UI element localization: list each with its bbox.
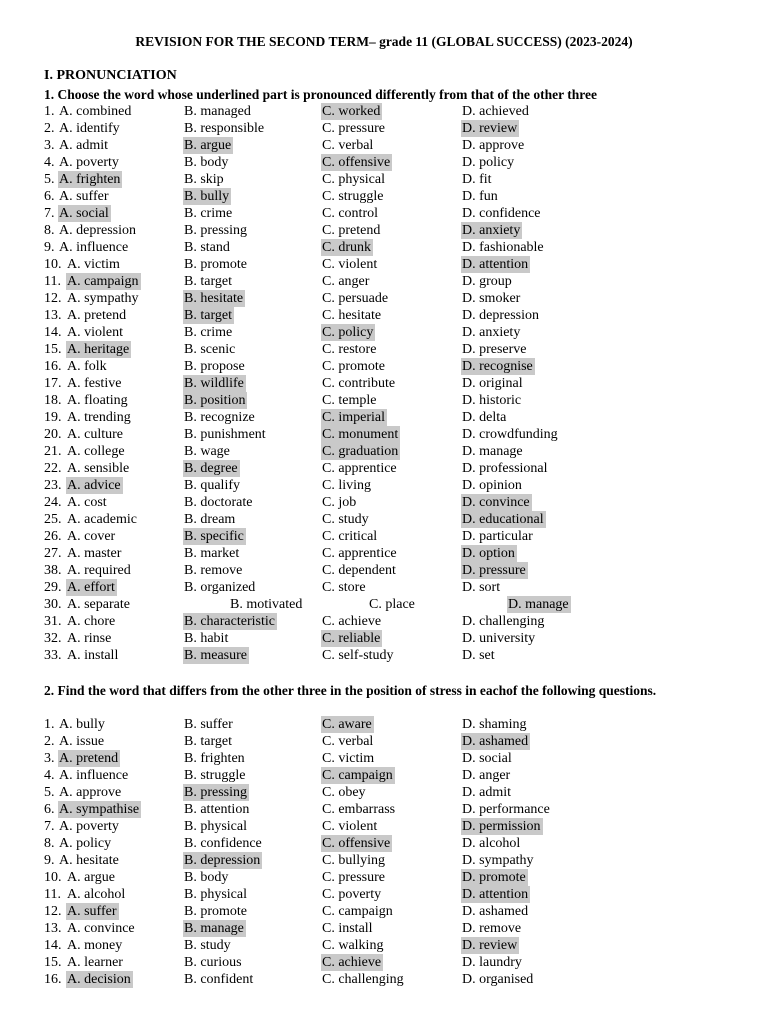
- option-b[interactable]: B. crime: [184, 206, 233, 221]
- option-a[interactable]: A. required: [67, 563, 131, 578]
- option-a[interactable]: A. effort: [67, 580, 115, 595]
- option-b[interactable]: B. specific: [184, 529, 244, 544]
- question-row: [0, 103, 768, 120]
- option-c[interactable]: C. violent: [322, 819, 378, 834]
- question-row: [0, 767, 768, 784]
- option-c[interactable]: C. install: [322, 921, 373, 936]
- question-row: [0, 375, 768, 392]
- option-b[interactable]: B. organized: [184, 580, 256, 595]
- question-row: [0, 937, 768, 954]
- option-c[interactable]: C. obey: [322, 785, 366, 800]
- option-b[interactable]: B. market: [184, 546, 240, 561]
- question-row: [0, 818, 768, 835]
- option-d[interactable]: D. crowdfunding: [462, 427, 558, 442]
- option-d[interactable]: D. anxiety: [462, 223, 521, 238]
- option-c[interactable]: C. bullying: [322, 853, 386, 868]
- question-row: [0, 784, 768, 801]
- question-row: [0, 443, 768, 460]
- option-d[interactable]: D. anger: [462, 768, 511, 783]
- option-a[interactable]: A. college: [67, 444, 125, 459]
- option-d[interactable]: D. shaming: [462, 717, 527, 732]
- option-b[interactable]: B. struggle: [184, 768, 246, 783]
- question-row: [0, 256, 768, 273]
- option-c[interactable]: C. victim: [322, 751, 375, 766]
- question-number: 8.: [44, 836, 55, 851]
- option-d[interactable]: D. remove: [462, 921, 522, 936]
- option-c[interactable]: C. aware: [322, 717, 372, 732]
- option-d[interactable]: D. manage: [508, 597, 569, 612]
- option-b[interactable]: B. physical: [184, 819, 247, 834]
- option-d[interactable]: D. recognise: [462, 359, 533, 374]
- option-a[interactable]: A. festive: [67, 376, 122, 391]
- option-a[interactable]: A. sympathise: [59, 802, 140, 817]
- option-b[interactable]: B. study: [184, 938, 231, 953]
- option-c[interactable]: C. dependent: [322, 563, 396, 578]
- question-row: [0, 886, 768, 903]
- option-a[interactable]: A. master: [67, 546, 122, 561]
- option-d[interactable]: D. achieved: [462, 104, 529, 119]
- option-a[interactable]: A. issue: [59, 734, 105, 749]
- option-c[interactable]: C. restore: [322, 342, 377, 357]
- option-b[interactable]: B. target: [184, 274, 232, 289]
- option-b[interactable]: B. confident: [184, 972, 254, 987]
- option-a[interactable]: A. learner: [67, 955, 123, 970]
- question-number: 15.: [44, 955, 62, 970]
- question-row: [0, 579, 768, 596]
- option-c[interactable]: C. pressure: [322, 121, 385, 136]
- option-d[interactable]: D. opinion: [462, 478, 522, 493]
- option-c[interactable]: C. verbal: [322, 734, 374, 749]
- option-b[interactable]: B. physical: [184, 887, 247, 902]
- question-row: [0, 188, 768, 205]
- option-a[interactable]: A. victim: [67, 257, 120, 272]
- option-a[interactable]: A. alcohol: [67, 887, 126, 902]
- option-c[interactable]: C. monument: [322, 427, 399, 442]
- option-a[interactable]: A. depression: [59, 223, 136, 238]
- option-d[interactable]: D. review: [462, 938, 518, 953]
- option-b[interactable]: B. scenic: [184, 342, 236, 357]
- option-b[interactable]: B. stand: [184, 240, 230, 255]
- option-b[interactable]: B. bully: [184, 189, 230, 204]
- option-d[interactable]: D. option: [462, 546, 515, 561]
- option-d[interactable]: D. attention: [462, 887, 529, 902]
- question-number: 16.: [44, 972, 62, 987]
- option-a[interactable]: A. folk: [67, 359, 107, 374]
- option-c[interactable]: C. persuade: [322, 291, 389, 306]
- option-b[interactable]: B. measure: [184, 648, 247, 663]
- question-number: 19.: [44, 410, 62, 425]
- question-row: [0, 392, 768, 409]
- option-c[interactable]: C. offensive: [322, 836, 391, 851]
- option-a[interactable]: A. campaign: [67, 274, 139, 289]
- option-c[interactable]: C. verbal: [322, 138, 374, 153]
- option-b[interactable]: B. wage: [184, 444, 230, 459]
- option-a[interactable]: A. convince: [67, 921, 135, 936]
- option-b[interactable]: B. suffer: [184, 717, 233, 732]
- option-d[interactable]: D. manage: [462, 444, 523, 459]
- option-d[interactable]: D. social: [462, 751, 512, 766]
- question-row: [0, 205, 768, 222]
- option-a[interactable]: A. trending: [67, 410, 131, 425]
- option-a[interactable]: A. heritage: [67, 342, 130, 357]
- option-d[interactable]: D. fun: [462, 189, 498, 204]
- option-b[interactable]: B. curious: [184, 955, 242, 970]
- option-b[interactable]: B. motivated: [230, 597, 303, 612]
- option-c[interactable]: C. walking: [322, 938, 384, 953]
- question-number: 30.: [44, 597, 62, 612]
- option-a[interactable]: A. culture: [67, 427, 123, 442]
- option-d[interactable]: D. promote: [462, 870, 526, 885]
- question-row: [0, 801, 768, 818]
- question-number: 15.: [44, 342, 62, 357]
- option-a[interactable]: A. approve: [59, 785, 122, 800]
- option-d[interactable]: D. anxiety: [462, 325, 521, 340]
- option-d[interactable]: D. review: [462, 121, 518, 136]
- option-a[interactable]: A. bully: [59, 717, 105, 732]
- question-number: 7.: [44, 819, 55, 834]
- option-c[interactable]: C. pretend: [322, 223, 381, 238]
- question-row: [0, 835, 768, 852]
- option-c[interactable]: C. campaign: [322, 768, 393, 783]
- option-c[interactable]: C. job: [322, 495, 357, 510]
- question-row: [0, 477, 768, 494]
- question-row: [0, 120, 768, 137]
- option-b[interactable]: B. promote: [184, 257, 247, 272]
- option-d[interactable]: D. group: [462, 274, 512, 289]
- question-row: [0, 426, 768, 443]
- option-d[interactable]: D. convince: [462, 495, 530, 510]
- option-b[interactable]: B. attention: [184, 802, 250, 817]
- option-d[interactable]: D. professional: [462, 461, 548, 476]
- question-row: [0, 171, 768, 188]
- option-b[interactable]: B. dream: [184, 512, 236, 527]
- option-d[interactable]: D. preserve: [462, 342, 527, 357]
- option-a[interactable]: A. decision: [67, 972, 131, 987]
- option-b[interactable]: B. body: [184, 155, 229, 170]
- option-a[interactable]: A. argue: [67, 870, 115, 885]
- question-number: 10.: [44, 870, 62, 885]
- option-a[interactable]: A. separate: [67, 597, 130, 612]
- question-number: 12.: [44, 291, 62, 306]
- option-a[interactable]: A. identify: [59, 121, 120, 136]
- option-c[interactable]: C. struggle: [322, 189, 384, 204]
- option-c[interactable]: C. study: [322, 512, 369, 527]
- option-b[interactable]: B. target: [184, 734, 232, 749]
- option-b[interactable]: B. skip: [184, 172, 224, 187]
- option-b[interactable]: B. wildlife: [184, 376, 244, 391]
- option-c[interactable]: C. store: [322, 580, 366, 595]
- question-row: [0, 852, 768, 869]
- question-number: 14.: [44, 938, 62, 953]
- question-number: 2.: [44, 121, 55, 136]
- option-a[interactable]: A. money: [67, 938, 123, 953]
- option-a[interactable]: A. policy: [59, 836, 112, 851]
- option-c[interactable]: C. drunk: [322, 240, 371, 255]
- option-c[interactable]: C. achieve: [322, 614, 382, 629]
- option-b[interactable]: B. degree: [184, 461, 238, 476]
- option-a[interactable]: A. suffer: [67, 904, 117, 919]
- option-a[interactable]: A. pretend: [67, 308, 127, 323]
- question-row: [0, 545, 768, 562]
- option-b[interactable]: B. depression: [184, 853, 261, 868]
- option-b[interactable]: B. characteristic: [184, 614, 275, 629]
- option-d[interactable]: D. original: [462, 376, 523, 391]
- option-a[interactable]: A. combined: [59, 104, 132, 119]
- option-a[interactable]: A. chore: [67, 614, 116, 629]
- option-b[interactable]: B. recognize: [184, 410, 255, 425]
- option-c[interactable]: C. self-study: [322, 648, 394, 663]
- option-d[interactable]: D. ashamed: [462, 734, 529, 749]
- question-number: 5.: [44, 785, 55, 800]
- option-a[interactable]: A. frighten: [59, 172, 121, 187]
- option-d[interactable]: D. set: [462, 648, 495, 663]
- option-b[interactable]: B. qualify: [184, 478, 240, 493]
- question-number: 20.: [44, 427, 62, 442]
- question-row: [0, 528, 768, 545]
- question-number: 22.: [44, 461, 62, 476]
- option-d[interactable]: D. organised: [462, 972, 534, 987]
- option-a[interactable]: A. influence: [59, 768, 129, 783]
- option-c[interactable]: C. challenging: [322, 972, 404, 987]
- option-a[interactable]: A. suffer: [59, 189, 109, 204]
- option-a[interactable]: A. poverty: [59, 155, 119, 170]
- section-heading: I. PRONUNCIATION: [44, 68, 177, 83]
- option-a[interactable]: A. hesitate: [59, 853, 119, 868]
- option-d[interactable]: D. permission: [462, 819, 541, 834]
- question-row: [0, 409, 768, 426]
- question-row: [0, 460, 768, 477]
- question-number: 11.: [44, 887, 61, 902]
- question-number: 13.: [44, 308, 62, 323]
- question-number: 32.: [44, 631, 62, 646]
- option-d[interactable]: D. particular: [462, 529, 533, 544]
- question-number: 11.: [44, 274, 61, 289]
- part1-instruction: 1. Choose the word whose underlined part is pronounced differently from that of the other three: [44, 87, 597, 102]
- question-number: 13.: [44, 921, 62, 936]
- option-d[interactable]: D. laundry: [462, 955, 522, 970]
- question-row: [0, 494, 768, 511]
- question-number: 38.: [44, 563, 62, 578]
- option-a[interactable]: A. social: [59, 206, 109, 221]
- option-b[interactable]: B. remove: [184, 563, 243, 578]
- question-row: [0, 750, 768, 767]
- question-row: [0, 920, 768, 937]
- question-number: 21.: [44, 444, 62, 459]
- option-c[interactable]: C. apprentice: [322, 546, 397, 561]
- question-row: [0, 562, 768, 579]
- question-number: 26.: [44, 529, 62, 544]
- option-b[interactable]: B. frighten: [184, 751, 245, 766]
- option-c[interactable]: C. campaign: [322, 904, 393, 919]
- option-c[interactable]: C. embarrass: [322, 802, 396, 817]
- option-d[interactable]: D. admit: [462, 785, 511, 800]
- option-b[interactable]: B. pressing: [184, 223, 247, 238]
- option-c[interactable]: C. anger: [322, 274, 370, 289]
- option-c[interactable]: C. reliable: [322, 631, 381, 646]
- option-b[interactable]: B. argue: [184, 138, 232, 153]
- option-b[interactable]: B. crime: [184, 325, 233, 340]
- question-row: [0, 954, 768, 971]
- option-d[interactable]: D. sort: [462, 580, 501, 595]
- question-row: [0, 716, 768, 733]
- question-row: [0, 511, 768, 528]
- option-b[interactable]: B. position: [184, 393, 246, 408]
- option-c[interactable]: C. pressure: [322, 870, 385, 885]
- option-c[interactable]: C. living: [322, 478, 372, 493]
- option-c[interactable]: C. apprentice: [322, 461, 397, 476]
- question-number: 17.: [44, 376, 62, 391]
- option-c[interactable]: C. imperial: [322, 410, 385, 425]
- question-number: 18.: [44, 393, 62, 408]
- option-d[interactable]: D. ashamed: [462, 904, 529, 919]
- question-number: 23.: [44, 478, 62, 493]
- question-number: 12.: [44, 904, 62, 919]
- option-d[interactable]: D. alcohol: [462, 836, 521, 851]
- option-a[interactable]: A. violent: [67, 325, 123, 340]
- question-row: [0, 341, 768, 358]
- option-c[interactable]: C. critical: [322, 529, 378, 544]
- question-number: 4.: [44, 155, 55, 170]
- option-d[interactable]: D. sympathy: [462, 853, 534, 868]
- question-row: [0, 222, 768, 239]
- option-c[interactable]: C. worked: [322, 104, 381, 119]
- option-d[interactable]: D. university: [462, 631, 536, 646]
- option-d[interactable]: D. confidence: [462, 206, 541, 221]
- option-b[interactable]: B. hesitate: [184, 291, 244, 306]
- option-a[interactable]: A. poverty: [59, 819, 119, 834]
- option-a[interactable]: A. influence: [59, 240, 129, 255]
- option-c[interactable]: C. graduation: [322, 444, 399, 459]
- question-row: [0, 630, 768, 647]
- option-a[interactable]: A. floating: [67, 393, 128, 408]
- option-d[interactable]: D. pressure: [462, 563, 526, 578]
- option-d[interactable]: D. fashionable: [462, 240, 544, 255]
- option-b[interactable]: B. target: [184, 308, 232, 323]
- question-row: [0, 239, 768, 256]
- question-number: 29.: [44, 580, 62, 595]
- question-number: 33.: [44, 648, 62, 663]
- option-b[interactable]: B. habit: [184, 631, 229, 646]
- question-row: [0, 307, 768, 324]
- option-d[interactable]: D. fit: [462, 172, 492, 187]
- question-number: 3.: [44, 138, 55, 153]
- option-b[interactable]: B. confidence: [184, 836, 262, 851]
- option-d[interactable]: D. smoker: [462, 291, 521, 306]
- question-row: [0, 324, 768, 341]
- question-row: [0, 137, 768, 154]
- option-a[interactable]: A. cost: [67, 495, 107, 510]
- option-d[interactable]: D. historic: [462, 393, 522, 408]
- option-c[interactable]: C. offensive: [322, 155, 391, 170]
- question-number: 31.: [44, 614, 62, 629]
- option-a[interactable]: A. academic: [67, 512, 137, 527]
- option-a[interactable]: A. pretend: [59, 751, 119, 766]
- option-d[interactable]: D. attention: [462, 257, 529, 272]
- option-a[interactable]: A. admit: [59, 138, 108, 153]
- question-number: 5.: [44, 172, 55, 187]
- question-number: 6.: [44, 189, 55, 204]
- option-b[interactable]: B. propose: [184, 359, 245, 374]
- option-a[interactable]: A. rinse: [67, 631, 112, 646]
- question-row: [0, 613, 768, 630]
- question-number: 4.: [44, 768, 55, 783]
- question-row: [0, 154, 768, 171]
- option-c[interactable]: C. poverty: [322, 887, 382, 902]
- question-number: 8.: [44, 223, 55, 238]
- page-title: REVISION FOR THE SECOND TERM– grade 11 (GLOBAL SUCCESS) (2023-2024): [135, 34, 633, 49]
- option-c[interactable]: C. achieve: [322, 955, 382, 970]
- question-number: 1.: [44, 717, 55, 732]
- question-row: [0, 903, 768, 920]
- option-c[interactable]: C. temple: [322, 393, 377, 408]
- question-number: 16.: [44, 359, 62, 374]
- option-d[interactable]: D. delta: [462, 410, 507, 425]
- option-c[interactable]: C. contribute: [322, 376, 396, 391]
- question-row: [0, 647, 768, 664]
- question-row: [0, 596, 768, 613]
- option-b[interactable]: B. body: [184, 870, 229, 885]
- question-row: [0, 358, 768, 375]
- option-b[interactable]: B. manage: [184, 921, 244, 936]
- option-d[interactable]: D. educational: [462, 512, 544, 527]
- option-c[interactable]: C. violent: [322, 257, 378, 272]
- question-number: 2.: [44, 734, 55, 749]
- question-number: 9.: [44, 853, 55, 868]
- question-number: 25.: [44, 512, 62, 527]
- question-row: [0, 971, 768, 988]
- option-c[interactable]: C. policy: [322, 325, 374, 340]
- option-b[interactable]: B. responsible: [184, 121, 265, 136]
- question-number: 1.: [44, 104, 55, 119]
- question-row: [0, 273, 768, 290]
- option-c[interactable]: C. physical: [322, 172, 385, 187]
- question-row: [0, 290, 768, 307]
- option-c[interactable]: C. hesitate: [322, 308, 382, 323]
- option-a[interactable]: A. sympathy: [67, 291, 139, 306]
- question-number: 10.: [44, 257, 62, 272]
- part2-instruction: 2. Find the word that differs from the other three in the position of stress in eachof the following questions.: [44, 683, 657, 698]
- option-a[interactable]: A. cover: [67, 529, 116, 544]
- option-b[interactable]: B. pressing: [184, 785, 247, 800]
- option-b[interactable]: B. doctorate: [184, 495, 253, 510]
- option-d[interactable]: D. approve: [462, 138, 525, 153]
- option-c[interactable]: C. place: [369, 597, 415, 612]
- option-d[interactable]: D. challenging: [462, 614, 545, 629]
- question-number: 9.: [44, 240, 55, 255]
- option-a[interactable]: A. sensible: [67, 461, 130, 476]
- option-c[interactable]: C. promote: [322, 359, 385, 374]
- question-number: 14.: [44, 325, 62, 340]
- question-row: [0, 733, 768, 750]
- question-row: [0, 869, 768, 886]
- question-number: 3.: [44, 751, 55, 766]
- option-d[interactable]: D. depression: [462, 308, 539, 323]
- question-number: 7.: [44, 206, 55, 221]
- option-b[interactable]: B. promote: [184, 904, 247, 919]
- option-b[interactable]: B. punishment: [184, 427, 266, 442]
- option-d[interactable]: D. policy: [462, 155, 515, 170]
- option-b[interactable]: B. managed: [184, 104, 251, 119]
- option-a[interactable]: A. install: [67, 648, 119, 663]
- question-number: 6.: [44, 802, 55, 817]
- option-d[interactable]: D. performance: [462, 802, 550, 817]
- question-number: 24.: [44, 495, 62, 510]
- option-c[interactable]: C. control: [322, 206, 378, 221]
- question-number: 27.: [44, 546, 62, 561]
- option-a[interactable]: A. advice: [67, 478, 121, 493]
